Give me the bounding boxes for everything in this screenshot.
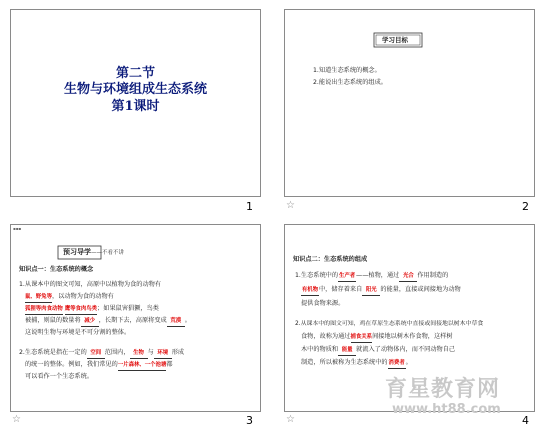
slide-3-point-title: 知识点一：生态系统的概念 xyxy=(19,266,94,273)
slide-1-section: 第二节 xyxy=(115,66,155,81)
slide-2-transition-icon: ☆ xyxy=(286,200,295,211)
slide-3-line-1b: 鼠、野兔等，以动物为食的动物有 xyxy=(25,292,114,303)
slide-4-line-2c: 木中的物质和 能量 就流入了动物体内，而不同动物自己 xyxy=(301,345,455,356)
slide-3-corner-mark: ▪▪▪ xyxy=(13,226,22,231)
slide-thumbnail-1[interactable] xyxy=(10,9,261,197)
slide-1-lesson: 第1课时 xyxy=(111,99,160,114)
slide-3-line-1e: 这说明生物与环境是不可分割的整体。 xyxy=(25,329,131,336)
slide-3-line-2a: 2.生态系统是指在一定的 空间 范围内， 生物 与 环境 形成 xyxy=(19,348,184,359)
slide-3-heading: 预习导学——不看不讲 xyxy=(63,248,125,256)
slide-4-line-2d: 制造，所以被称为生态系统中的消费者。 xyxy=(301,358,412,369)
slide-1-title: 生物与环境组成生态系统 xyxy=(63,82,207,97)
slide-4-point-title: 知识点二：生态系统的组成 xyxy=(293,256,368,263)
watermark-url: www.ht88.com xyxy=(392,402,501,417)
slide-3-line-1c: 狐狸等肉食动物 鹰等食肉鸟类；如果鼠害猖獗，鸟类 xyxy=(25,304,159,315)
slide-2-goal-2: 2.能说出生态系统的组成。 xyxy=(313,79,387,86)
slide-thumbnail-2[interactable] xyxy=(284,9,535,197)
slide-3-line-1a: 1.从课本中的图文可知，高原中以植物为食的动物有 xyxy=(19,281,162,288)
slide-3-line-1d: 被捕，则鼠的数量将 减少 ，长期下去，高原将变成 荒漠 。 xyxy=(25,316,191,327)
slide-2-heading: 学习目标 xyxy=(382,36,408,44)
slide-4-line-1c: 提供食物来源。 xyxy=(301,300,345,307)
slide-number-2: 2 xyxy=(522,200,529,213)
slide-number-3: 3 xyxy=(246,414,253,427)
slide-number-4: 4 xyxy=(522,414,529,427)
watermark-brand: 育星教育网 xyxy=(385,377,501,402)
slide-4-line-1a: 1.生态系统中的生产者——植物，通过 光合 作用制造的 xyxy=(295,271,448,282)
slide-thumbnail-3[interactable] xyxy=(10,224,261,412)
slide-4-line-2a: 2.从课本中的图文可知，鸡在草原生态系统中直接或间接地以树木中草食 xyxy=(295,321,484,327)
slide-3-line-2c: 可以看作一个生态系统。 xyxy=(25,373,94,380)
slide-2-goal-1: 1.知道生态系统的概念。 xyxy=(313,67,381,74)
slide-number-1: 1 xyxy=(246,200,253,213)
slide-3-transition-icon: ☆ xyxy=(12,414,21,425)
slide-4-line-1b: 有机物中，储存着来自 阳光 的能量，直接或间接地为动物 xyxy=(301,285,461,296)
slide-4-line-2b: 食物，故称为通过捕食关系间接地以树木作食物，这样树 xyxy=(301,332,453,343)
slide-3-line-2b: 的统一的整体。例如，我们常见的一片森林、一个池塘都 xyxy=(25,360,173,371)
slide-4-transition-icon: ☆ xyxy=(286,414,295,425)
